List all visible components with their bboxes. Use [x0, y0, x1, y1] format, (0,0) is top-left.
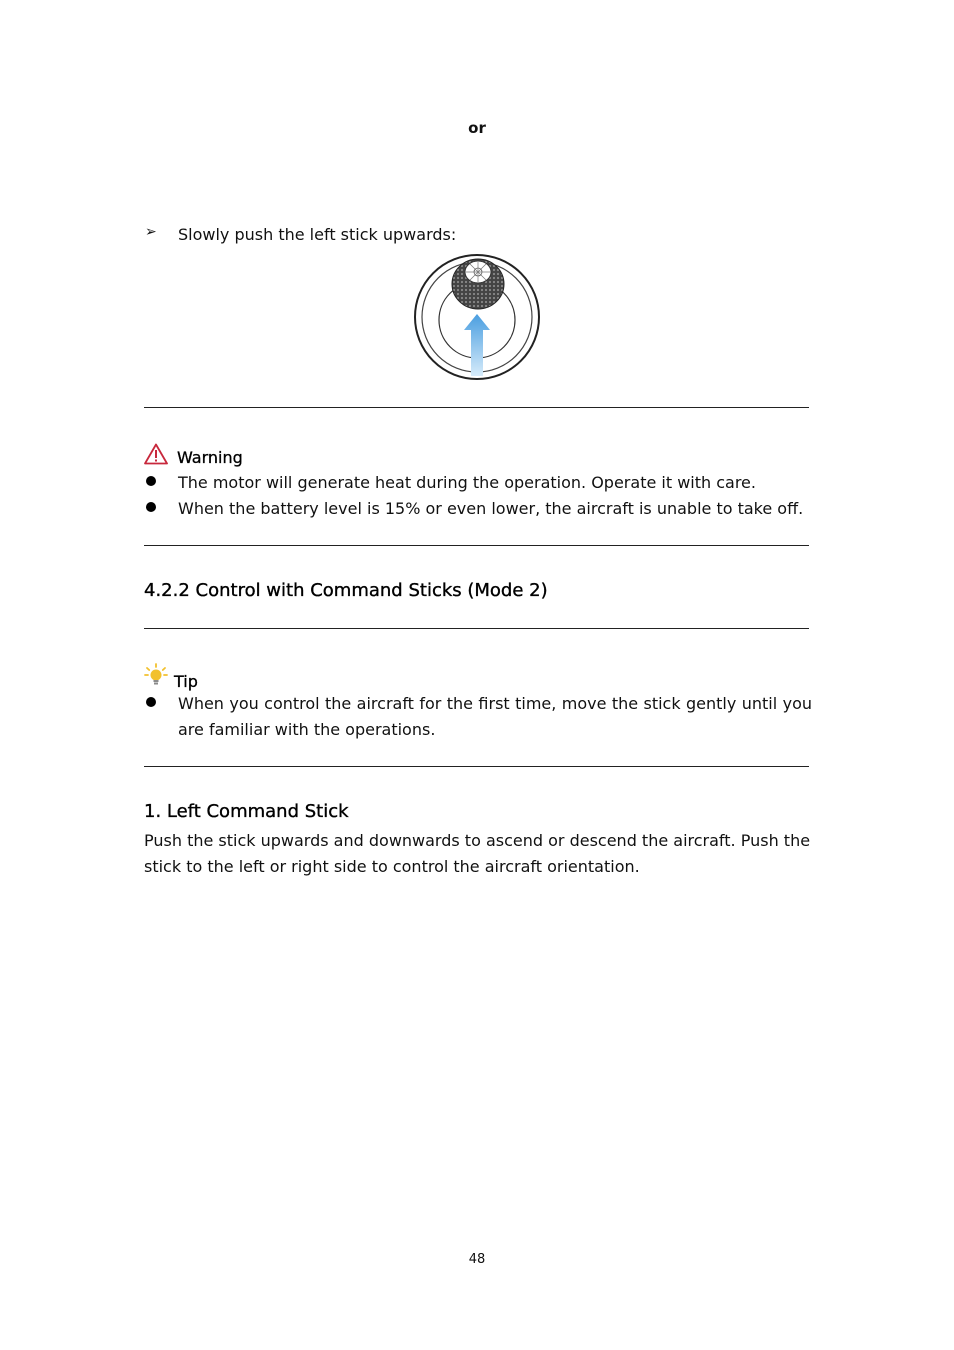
tip-item: When you control the aircraft for the first time, move the stick gently until you are familiar with the operations.: [178, 694, 812, 739]
subheading: 1. Left Command Stick: [144, 801, 349, 822]
tip-header: [144, 658, 198, 691]
warning-item: The motor will generate heat during the operation. Operate it with care.: [178, 473, 756, 492]
step-instruction: Slowly push the left stick upwards:: [178, 225, 457, 244]
warning-label: Warning: [177, 448, 243, 467]
warning-triangle-icon: [144, 443, 168, 465]
bullet-dot: [146, 697, 156, 707]
bullet-dot: [146, 502, 156, 512]
warning-item: When the battery level is 15% or even lower, the aircraft is unable to take off.: [178, 499, 804, 518]
warning-header: [144, 440, 243, 467]
divider: [144, 407, 809, 408]
paragraph: Push the stick upwards and downwards to ascend or descend the aircraft. Push the stick to the left or right side to control the aircraft orientation.: [144, 831, 811, 876]
section-heading: 4.2.2 Control with Command Sticks (Mode 2): [144, 580, 548, 601]
or-separator: or: [468, 119, 486, 137]
tip-label: Tip: [174, 672, 198, 691]
arrow-bullet-icon: ➢: [145, 224, 157, 240]
divider: [144, 766, 809, 767]
lightbulb-icon: [144, 663, 168, 687]
bullet-dot: [146, 476, 156, 486]
joystick-push-up-icon: [412, 252, 542, 382]
divider: [144, 628, 809, 629]
page-number: 48: [468, 1252, 486, 1267]
divider: [144, 545, 809, 546]
